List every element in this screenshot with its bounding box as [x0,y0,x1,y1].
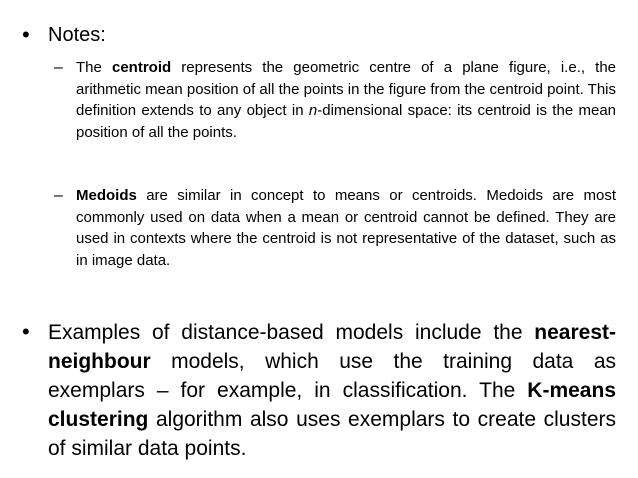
medoids-paragraph [76,185,616,271]
notes-heading: Notes: [48,24,106,46]
bold-term: Medoids [76,187,137,204]
text-run: Examples of distance-based models include the [48,321,535,344]
text-run: algorithm also uses exemplars to create clusters of similar data points. [48,408,616,460]
examples-paragraph [48,318,616,463]
italic-term: n [308,102,318,119]
text-run: -dimensional space: its centroid is the mean position of all the points. [76,102,617,141]
text-run: are similar in concept to means or centroids. Medoids are most commonly used on data when a mean or centroid cannot be defined. They are used in contexts where the centroid is not representative of the dataset, such as in image data. [76,187,616,269]
text-run: represents the geometric centre of a plane figure, i.e., the arithmetic mean position of all the points in the figure from the centroid point. This definition extends to any object in [76,59,617,119]
bullet-dash: – [54,59,63,76]
text-run: models, which use the training data as exemplars – for example, in classification. The [48,350,616,402]
bullet-dash: – [54,187,63,204]
bullet-dot: • [22,22,30,47]
bold-term: nearest-neighbour [48,321,616,373]
centroid-paragraph [76,57,616,143]
bold-term: centroid [111,59,172,76]
bold-term: K-means clustering [48,379,616,431]
text-run: The [76,59,112,76]
bullet-dot: • [22,319,30,344]
